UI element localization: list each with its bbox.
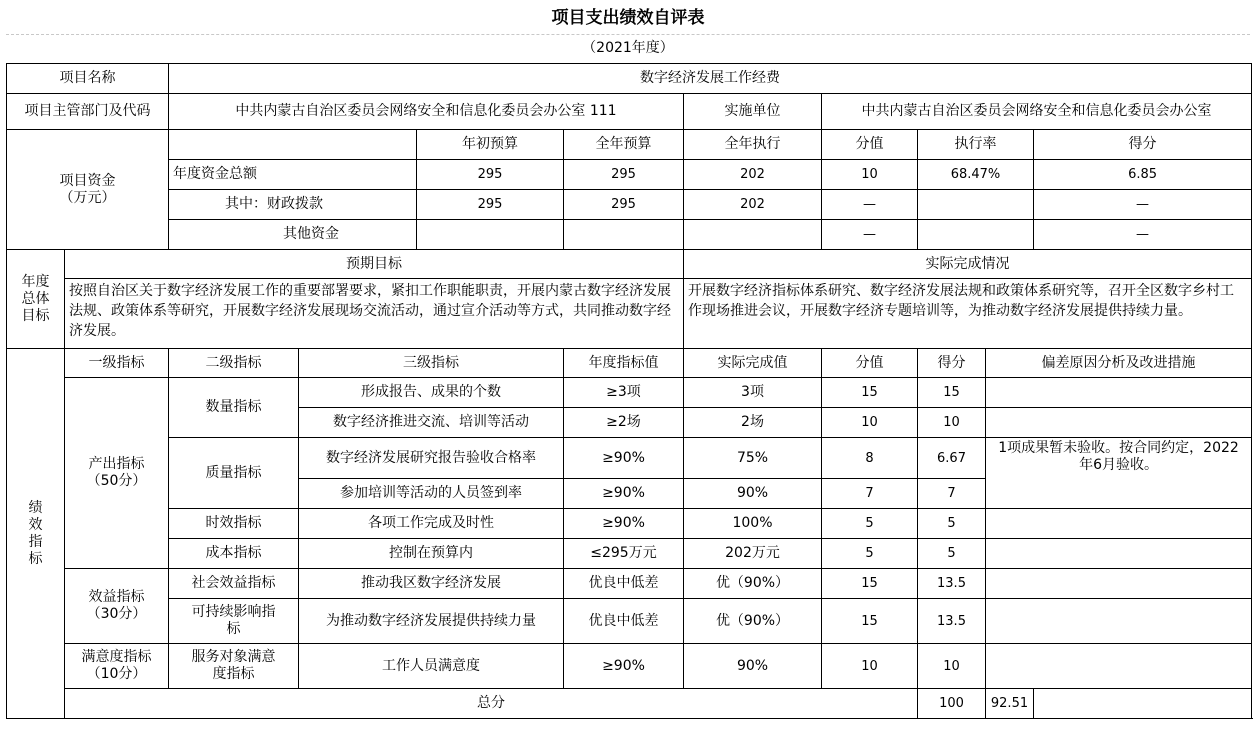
funds-cell: 295 (564, 190, 684, 220)
l1-indicator: 效益指标 （30分） (65, 569, 169, 644)
target-value: ≤295万元 (564, 539, 684, 569)
target-value: 优良中低差 (564, 569, 684, 599)
l3-indicator: 推动我区数字经济发展 (299, 569, 564, 599)
got-score: 13.5 (918, 569, 986, 599)
l2-indicator: 数量指标 (169, 378, 299, 438)
l3-indicator: 参加培训等活动的人员签到率 (299, 479, 564, 509)
got-score: 10 (918, 644, 986, 689)
funds-header: 执行率 (918, 130, 1034, 160)
year-label: （2021年度） (582, 40, 674, 56)
score: 15 (822, 378, 918, 408)
project-dept: 中共内蒙古自治区委员会网络安全和信息化委员会办公室 111 (169, 94, 684, 130)
got-score: 7 (918, 479, 986, 509)
funds-cell: 10 (822, 160, 918, 190)
evaluation-table (6, 63, 1252, 719)
funds-cell: 6.85 (1034, 160, 1252, 190)
score: 7 (822, 479, 918, 509)
funds-row-name: 其中：财政拨款 (169, 190, 417, 220)
funds-header: 全年执行 (684, 130, 822, 160)
score: 8 (822, 438, 918, 479)
got-score: 5 (918, 539, 986, 569)
target-value: ≥90% (564, 438, 684, 479)
perf-header: 实际完成值 (684, 349, 822, 378)
impl-unit: 中共内蒙古自治区委员会网络安全和信息化委员会办公室 (822, 94, 1252, 130)
l2-indicator: 可持续影响指 标 (169, 599, 299, 644)
l3-indicator: 为推动数字经济发展提供持续力量 (299, 599, 564, 644)
funds-header: 年初预算 (417, 130, 564, 160)
score: 10 (822, 408, 918, 438)
score: 5 (822, 509, 918, 539)
actual-value: 3项 (684, 378, 822, 408)
funds-cell: 202 (684, 190, 822, 220)
target-value: 优良中低差 (564, 599, 684, 644)
l2-indicator: 时效指标 (169, 509, 299, 539)
total-blank (1034, 689, 1252, 719)
project-name: 数字经济发展工作经费 (169, 64, 1252, 94)
score: 5 (822, 539, 918, 569)
perf-header: 偏差原因分析及改进措施 (986, 349, 1252, 378)
perf-header: 二级指标 (169, 349, 299, 378)
actual-value: 202万元 (684, 539, 822, 569)
got-score: 6.67 (918, 438, 986, 479)
funds-header: 分值 (822, 130, 918, 160)
funds-cell: 202 (684, 160, 822, 190)
actual-value: 90% (684, 479, 822, 509)
l2-indicator: 服务对象满意 度指标 (169, 644, 299, 689)
impl-unit-label: 实施单位 (684, 94, 822, 130)
deviation-cell (986, 569, 1252, 599)
funds-header: 得分 (1034, 130, 1252, 160)
funds-header: 全年预算 (564, 130, 684, 160)
perf-header: 得分 (918, 349, 986, 378)
l3-indicator: 数字经济发展研究报告验收合格率 (299, 438, 564, 479)
funds-row-name: 年度资金总额 (169, 160, 417, 190)
l1-indicator: 满意度指标 （10分） (65, 644, 169, 689)
perf-header: 三级指标 (299, 349, 564, 378)
funds-cell (918, 190, 1034, 220)
deviation-cell (986, 509, 1252, 539)
project-dept-label: 项目主管部门及代码 (7, 94, 169, 130)
deviation-cell (986, 539, 1252, 569)
got-score: 13.5 (918, 599, 986, 644)
l3-indicator: 控制在预算内 (299, 539, 564, 569)
l2-indicator: 质量指标 (169, 438, 299, 509)
l3-indicator: 数字经济推进交流、培训等活动 (299, 408, 564, 438)
funds-cell: — (1034, 220, 1252, 250)
l1-indicator: 产出指标 （50分） (65, 378, 169, 569)
actual-result-text: 开展数字经济指标体系研究、数字经济发展法规和政策体系研究等，召开全区数字乡村工作现场推进会议，开展数字经济专题培训等，为推动数字经济发展提供持续力量。 (684, 279, 1252, 349)
perf-header: 年度指标值 (564, 349, 684, 378)
page-title: 项目支出绩效自评表 (6, 2, 1250, 35)
funds-label: 项目资金 （万元） (7, 130, 169, 250)
funds-cell: 68.47% (918, 160, 1034, 190)
funds-cell (564, 220, 684, 250)
funds-cell (918, 220, 1034, 250)
target-value: ≥3项 (564, 378, 684, 408)
deviation-cell (986, 599, 1252, 644)
actual-value: 2场 (684, 408, 822, 438)
score: 15 (822, 599, 918, 644)
total-score: 100 (918, 689, 986, 719)
goals-label: 年度 总体 目标 (7, 250, 65, 349)
l3-indicator: 工作人员满意度 (299, 644, 564, 689)
funds-cell (684, 220, 822, 250)
funds-cell: 295 (417, 160, 564, 190)
actual-value: 90% (684, 644, 822, 689)
expected-goal-header: 预期目标 (65, 250, 684, 279)
perf-header: 一级指标 (65, 349, 169, 378)
target-value: ≥90% (564, 644, 684, 689)
funds-cell (417, 220, 564, 250)
l3-indicator: 各项工作完成及时性 (299, 509, 564, 539)
got-score: 10 (918, 408, 986, 438)
target-value: ≥90% (564, 509, 684, 539)
target-value: ≥90% (564, 479, 684, 509)
score: 10 (822, 644, 918, 689)
project-name-label: 项目名称 (7, 64, 169, 94)
actual-value: 75% (684, 438, 822, 479)
actual-value: 优（90%） (684, 569, 822, 599)
score: 15 (822, 569, 918, 599)
l2-indicator: 成本指标 (169, 539, 299, 569)
got-score: 15 (918, 378, 986, 408)
funds-cell: — (822, 220, 918, 250)
l2-indicator: 社会效益指标 (169, 569, 299, 599)
perf-header: 分值 (822, 349, 918, 378)
funds-row-name: 其他资金 (169, 220, 417, 250)
deviation-cell (986, 378, 1252, 408)
funds-cell: — (822, 190, 918, 220)
deviation-text: 1项成果暂未验收。按合同约定，2022年6月验收。 (986, 438, 1252, 509)
deviation-cell (986, 408, 1252, 438)
got-score: 5 (918, 509, 986, 539)
actual-value: 优（90%） (684, 599, 822, 644)
funds-header-blank (169, 130, 417, 160)
target-value: ≥2场 (564, 408, 684, 438)
l3-indicator: 形成报告、成果的个数 (299, 378, 564, 408)
funds-cell: 295 (564, 160, 684, 190)
funds-cell: 295 (417, 190, 564, 220)
funds-cell: — (1034, 190, 1252, 220)
actual-result-header: 实际完成情况 (684, 250, 1252, 279)
expected-goal-text: 按照自治区关于数字经济发展工作的重要部署要求，紧扣工作职能职责，开展内蒙古数字经济发展法规、政策体系等研究，开展数字经济发展现场交流活动，通过宣介活动等方式，共同推动数字经济发展。 (65, 279, 684, 349)
total-got: 92.51 (986, 689, 1034, 719)
total-label: 总分 (65, 689, 918, 719)
deviation-cell (986, 644, 1252, 689)
perf-label: 绩 效 指 标 (7, 349, 65, 719)
actual-value: 100% (684, 509, 822, 539)
